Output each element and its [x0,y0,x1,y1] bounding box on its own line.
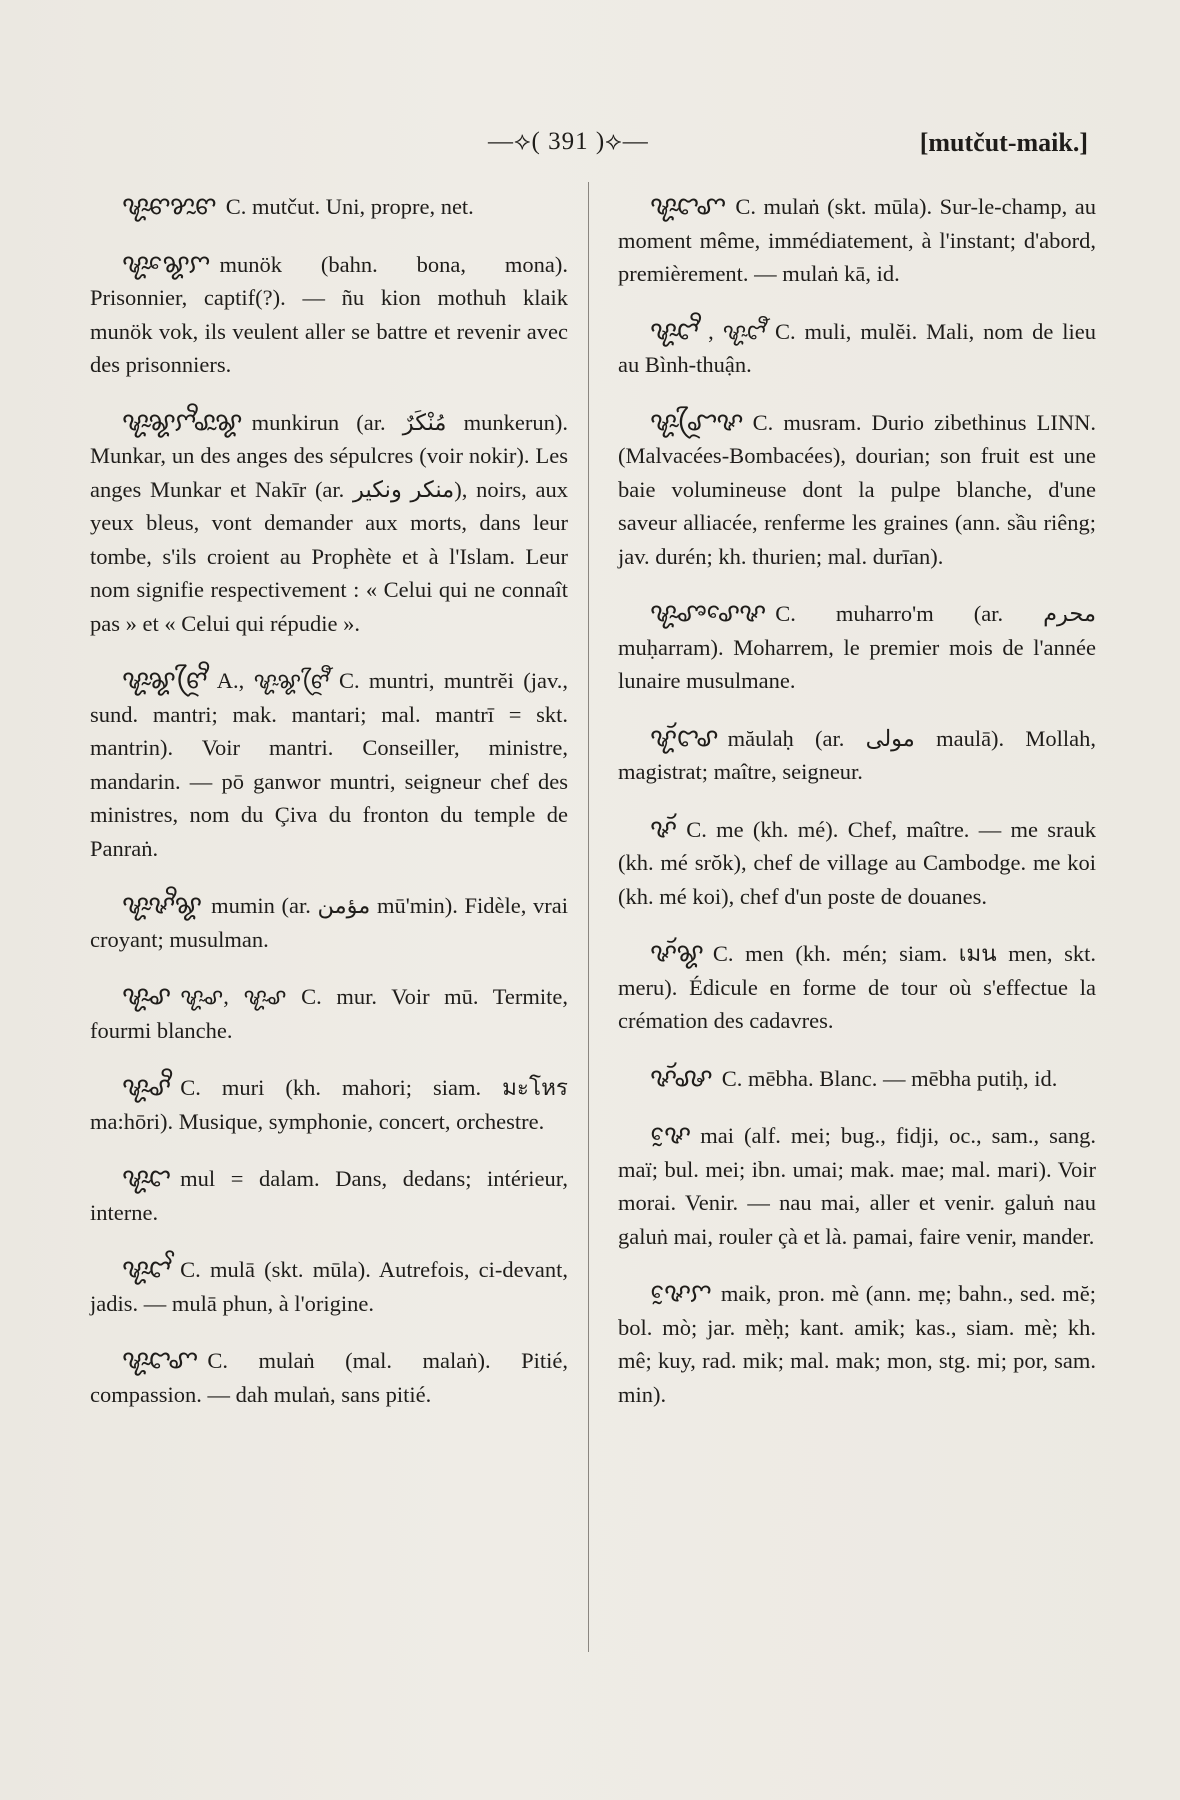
entry-text: C. mēbha. Blanc. — mēbha putiḥ, id. [721,1065,1058,1091]
entry-text: ꨠꨭꨣ, ꨠꨭꨣ C. mur. Voir mū. Termite, fourmi blanche. [90,984,568,1043]
entry-text: C. muharro'm (ar. محرم muḥarram). Moharrem, le premier mois de l'année lunaire musulmane. [618,601,1096,693]
cham-script: ꨠꨭꨤꨩ [122,1254,171,1284]
entry-mulan-pity [90,1344,568,1411]
entry-munkirun [90,406,568,641]
entry-text: C. me (kh. mé). Chef, maître. — me srauk (kh. mé srŏk), chef de village au Cambodge. me koi (kh. mé koi), chef d'un poste de douanes. [618,816,1096,909]
cham-script: ꨠꨭꨨꨣꨯꨟ [650,598,766,628]
entry-mur [90,980,568,1047]
cham-script: ꨟꨰꨆ [650,1278,711,1308]
entry-text: mul = dalam. Dans, dedans; intérieur, interne. [90,1166,568,1225]
entry-text: C. mulaṅ (mal. malaṅ). Pitié, compassion. — dah mulaṅ, sans pitié. [90,1348,568,1407]
entry-munok [90,248,568,382]
cham-script: ꨠꨭꨤ [122,1163,171,1193]
entry-text: C. men (kh. mén; siam. เมน men, skt. meru). Édicule en forme de tour où s'effectue la crémation des cadavres. [618,941,1096,1033]
cham-script: ꨠꨭꨣꨪ [122,1072,171,1102]
entry-muri [90,1071,568,1138]
cham-script: ꨟꨰ [650,1120,691,1150]
entry-men [618,937,1096,1038]
entry-maik [618,1277,1096,1411]
cham-script: ꨠꨭꨘꨯꨆ [122,248,210,279]
entry-text: munkirun (ar. مُنْكَرٌ munkerun). Munkar, un des anges des sépulcres (voir nokir). Les anges Munkar et Nakīr (ar. منكر ونكير), noirs, aux yeux bleus, vont demander aux morts, dans leur tombe, s'ils croient au Prophète et à l'Islam. Leur nom signifie respectivement : « Celui qui ne connaît pas » et « Celui qui répudie ». [90,409,568,636]
entry-text: maik, pron. mè (ann. mẹ; bahn., sed. mĕ; bol. mò; jar. mèḥ; kant. amik; kas., siam. mè; kh. mê; kuy, rad. mik; mal. mak; mon, stg. mi; por, sam. min). [618,1281,1096,1407]
entry-text: C. mutčut. Uni, propre, net. [225,194,474,219]
cham-script: ꨠꨭꨣ [122,981,171,1011]
entry-muharrom [618,597,1096,698]
entry-text: C. musram. Durio zibethinus LINN. (Malvacées-Bombacées), dourian; son fruit est une baie volumineuse dont la pulpe blanche, d'une saveur alliacée, renferme les graines (ann. sầu riêng; jav. durén; kh. thurien; mal. durīan). [618,409,1096,569]
entry-mulan-instant [618,190,1096,291]
cham-script: ꨠꨭꨘꨆꨪꨣꨭꨘ [122,406,242,437]
entry-text: munök (bahn. bona, mona). Prisonnier, captif(?). — ñu kion mothuh klaik munök vok, ils veulent aller se battre et revenir avec des prisonniers. [90,251,568,377]
cham-script: ꨟꨮ [650,813,677,844]
entry-text: C. mulā (skt. mūla). Autrefois, ci-devant, jadis. — mulā phun, à l'origine. [90,1257,568,1316]
cham-script: ꨠꨭꨧꨴꨟ [650,406,743,437]
entry-musram [618,406,1096,574]
cham-script: ꨠꨭꨟꨪꨘ [122,890,202,920]
entry-mebha [618,1062,1096,1096]
entry-text: C. muri (kh. mahori; siam. มะโหร ma:hōri). Musique, symphonie, concert, orchestre. [90,1075,568,1134]
entry-text: C. mulaṅ (skt. mūla). Sur-le-champ, au moment même, immédiatement, à l'instant; d'abord, premièrement. — mulaṅ kā, id. [618,194,1096,286]
entry-me [618,813,1096,914]
entry-text: , ꨠꨭꨤꨬ C. muli, mulĕi. Mali, nom de lieu au Bình-thuận. [618,318,1096,377]
entry-muntri [90,664,568,865]
cham-script: ꨠꨭꨓꨌꨭꨓ [122,191,216,221]
entry-mula [90,1253,568,1320]
cham-script: ꨟꨮꨜ [650,1062,712,1093]
entry-text: mai (alf. mei; bug., fidji, oc., sam., sang. maï; bul. mei; ibn. umai; mak. mae; mal. mari). Voir morai. Venir. — nau mai, aller et venir. galuṅ nau galuṅ mai, rouler çà et là. pamai, faire venir, mander. [618,1123,1096,1249]
entry-mumin [90,889,568,956]
column-divider [588,182,589,1652]
entry-text: mumin (ar. مؤمن mū'min). Fidèle, vrai croyant; musulman. [90,893,568,952]
left-column [90,190,568,1435]
cham-script: ꨠꨮꨤꨣ [650,722,718,753]
entry-mutcut [90,190,568,224]
entry-muli [618,315,1096,382]
running-head: [mutčut-maik.] [919,128,1088,157]
page-header [0,128,1180,168]
entry-maulah [618,722,1096,789]
cham-script: ꨠꨭꨤꨚ [122,1345,198,1375]
page-number: —⟡( 391 )⟡— [488,128,649,155]
cham-script: ꨠꨭꨤꨪ [650,315,699,346]
entry-text: măulaḥ (ar. مولى maulā). Mollah, magistrat; maître, seigneur. [618,725,1096,784]
cham-script: ꨟꨮꨘ [650,938,703,968]
entry-mai [618,1119,1096,1253]
cham-script: ꨠꨭꨤꨚ [650,191,726,221]
cham-script: ꨠꨭꨘꨓꨴꨪ [122,665,207,695]
entry-mul [90,1162,568,1229]
right-column [618,190,1096,1435]
entry-text: A., ꨠꨭꨘꨓꨴꨬ C. muntri, muntrĕi (jav., sund. mantri; mak. mantari; mal. mantrī = skt. mantrin). Voir mantri. Conseiller, ministre, mandarin. — pō ganwor muntri, seigneur chef des ministres, nom du Çiva du fronton du temple de Panraṅ. [90,668,568,861]
